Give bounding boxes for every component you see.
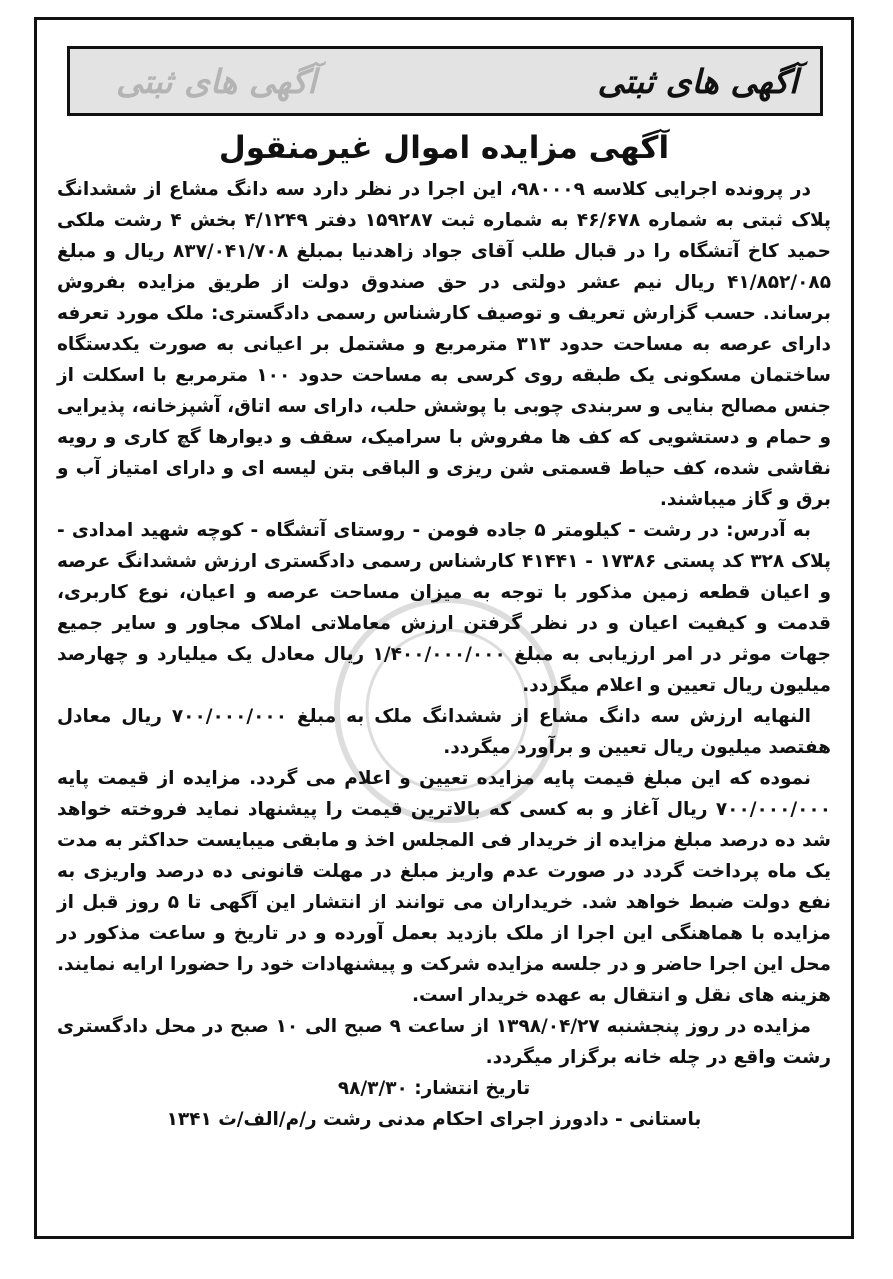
publish-date: تاریخ انتشار: ۹۸/۳/۳۰: [337, 1078, 531, 1099]
signature-line: باستانی - دادورز اجرای احکام مدنی رشت ر/م/الف/ث ۱۳۴۱: [166, 1109, 702, 1130]
notice-paragraph: به آدرس: در رشت - کیلومتر ۵ جاده فومن - روستای آتشگاه - کوچه شهید امدادی - پلاک ۳۲۸ کد پستی ۱۷۳۸۶ - ۴۱۴۴۱ کارشناس رسمی دادگستری ارزش ششدانگ عرصه و اعیان قطعه زمین مذکور با توجه به میزان مساحت عرصه و اعیان، نوع کاربری، قدمت و کیفیت اعیان و در نظر گرفتن ارزش معاملاتی املاک مجاور و سایر جمیع جهات موثر در امر ارزیابی به مبلغ ۱/۴۰۰/۰۰۰/۰۰۰ ریال معادل یک میلیارد و چهارصد میلیون ریال تعیین و اعلام میگردد.: [57, 520, 831, 696]
notice-paragraph: مزایده در روز پنجشنبه ۱۳۹۸/۰۴/۲۷ از ساعت ۹ صبح الی ۱۰ صبح در محل دادگستری رشت واقع در چله خانه برگزار میگردد.: [57, 1016, 831, 1068]
notice-title: آگهی مزایده اموال غیرمنقول: [218, 130, 670, 166]
notice-paragraph: النهایه ارزش سه دانگ مشاع از ششدانگ ملک به مبلغ ۷۰۰/۰۰۰/۰۰۰ ریال معادل هفتصد میلیون ریال تعیین و برآورد میگردد.: [57, 706, 831, 758]
notice-frame: [34, 17, 854, 1239]
section-title: آگهی های ثبتی: [597, 61, 798, 101]
notice-body: [57, 174, 831, 1135]
section-title-ghost: آگهی های ثبتی: [116, 61, 317, 101]
notice-paragraph: نموده که این مبلغ قیمت پایه مزایده تعیین و اعلام می گردد. مزایده از قیمت پایه ۷۰۰/۰۰۰/۰۰۰ ریال آغاز و به کسی که بالاترین قیمت را پیشنهاد نماید فروخته خواهد شد ده درصد مبلغ مزایده از خریدار فی المجلس اخذ و مابقی میبایست حداکثر به مدت یک ماه پرداخت گردد در صورت عدم واریز مبلغ در مهلت قانونی ده درصد واریزی به نفع دولت ضبط خواهد شد. خریداران می توانند از انتشار این آگهی تا ۵ روز قبل از مزایده با هماهنگی این اجرا از ملک بازدید بعمل آورده و در تاریخ و ساعت مذکور در محل این اجرا حاضر و در جلسه مزایده شرکت و پیشنهادات خود را حضورا ارایه نمایند. هزینه های نقل و انتقال به عهده خریدار است.: [57, 768, 831, 1006]
notice-paragraph: در پرونده اجرایی کلاسه ۹۸۰۰۰۹، این اجرا در نظر دارد سه دانگ مشاع از ششدانگ پلاک ثبتی به شماره ۴۶/۶۷۸ به شماره ثبت ۱۵۹۲۸۷ دفتر ۴/۱۲۴۹ بخش ۴ رشت ملکی حمید کاخ آتشگاه را در قبال طلب آقای جواد زاهدنیا بمبلغ ۸۳۷/۰۴۱/۷۰۸ ریال و مبلغ ۴۱/۸۵۲/۰۸۵ ریال نیم عشر دولتی در حق صندوق دولت از طریق مزایده بفروش برساند. حسب گزارش تعریف و توصیف کارشناس رسمی دادگستری: ملک مورد تعرفه دارای عرصه به مساحت حدود ۳۱۳ مترمربع و مشتمل بر اعیانی به صورت یکدستگاه ساختمان مسکونی یک طبقه روی کرسی به مساحت حدود ۱۰۰ مترمربع با اسکلت از جنس مصالح بنایی و سربندی چوبی با پوشش حلب، دارای سه اتاق، آشپزخانه، پذیرایی و حمام و دستشویی که کف ها مفروش با سرامیک، سقف و دیوارها گچ کاری و رویه نقاشی شده، کف حیاط قسمتی شن ریزی و الباقی بتن لیسه ای و دارای امتیاز آب و برق و گاز میباشند.: [57, 179, 832, 510]
header-bar: [67, 46, 823, 116]
